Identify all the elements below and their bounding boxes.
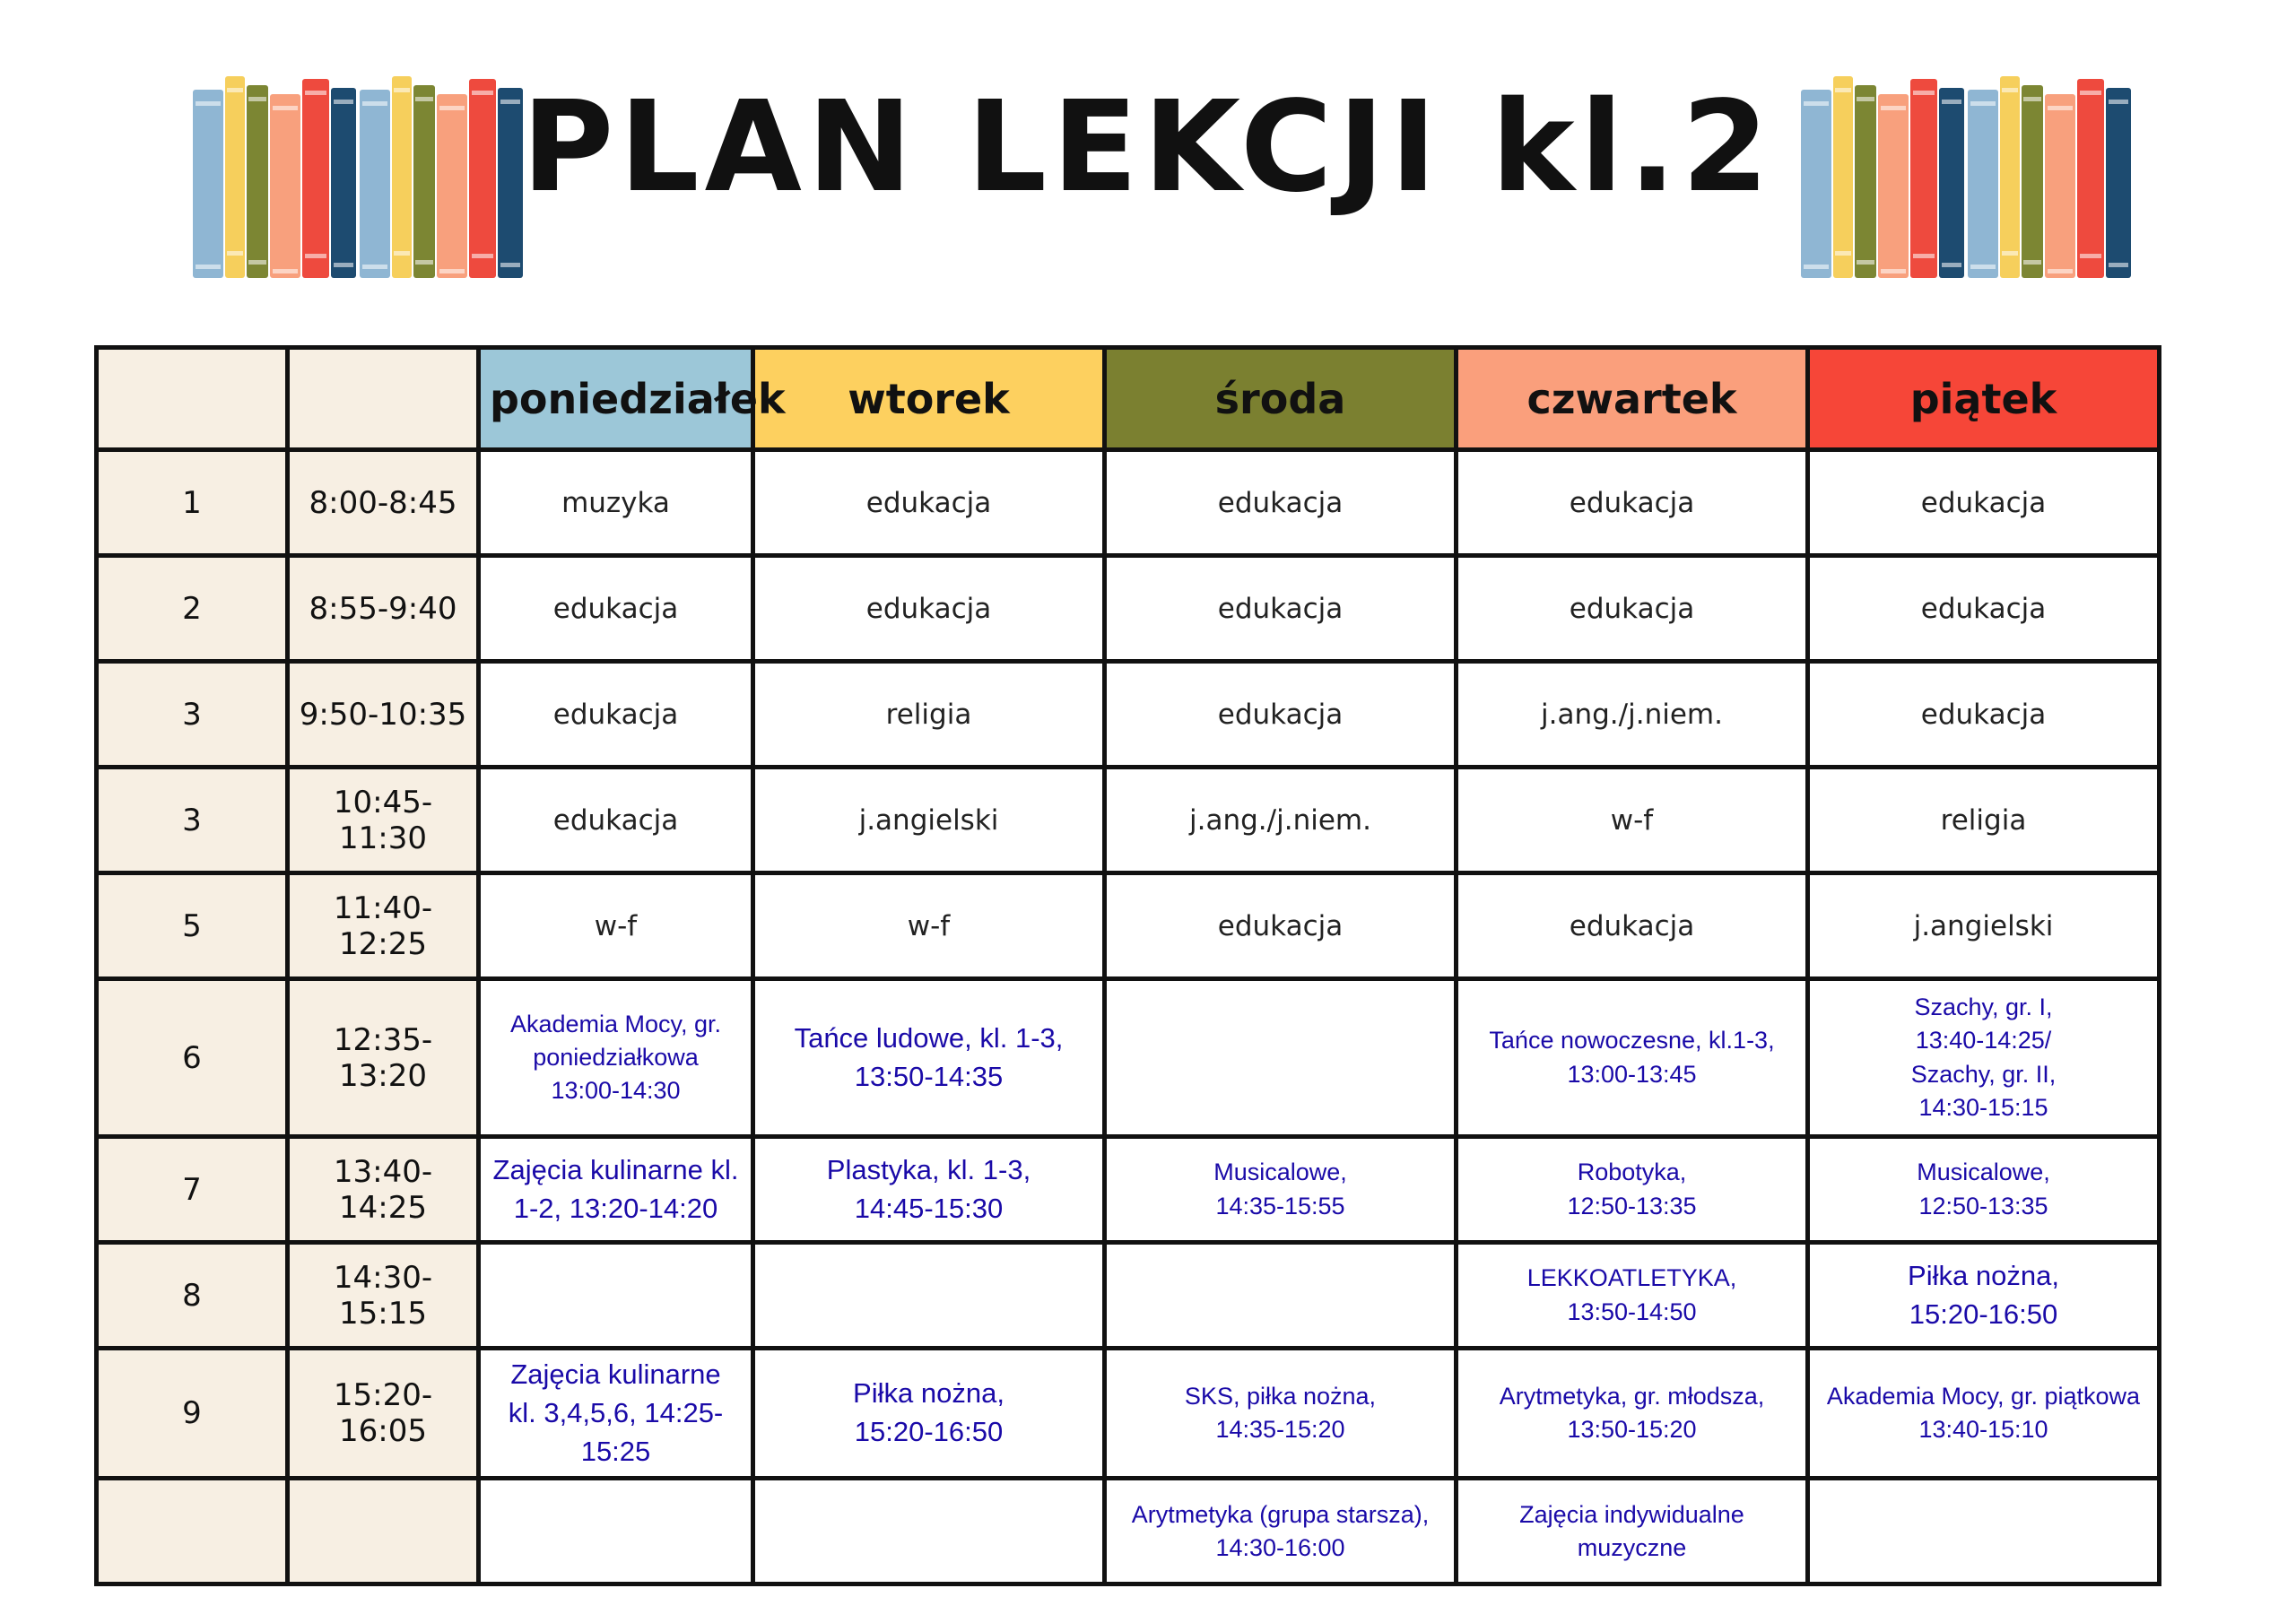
activity-line: 15:20-16:50 bbox=[1909, 1298, 2058, 1330]
activity-line: Musicalowe, bbox=[1213, 1159, 1347, 1186]
activity-line: Zajęcia kulinarne kl. bbox=[492, 1153, 739, 1185]
lesson-cell bbox=[753, 1137, 1105, 1243]
table-row bbox=[97, 1243, 2160, 1349]
day-label: poniedziałek bbox=[490, 374, 786, 423]
day-header-czwartek bbox=[1457, 348, 1808, 450]
lesson-cell bbox=[753, 1243, 1105, 1349]
lesson-cell: edukacja bbox=[1105, 556, 1457, 662]
activity-line: Arytmetyka, gr. młodsza, bbox=[1499, 1382, 1765, 1410]
day-label: środa bbox=[1214, 374, 1346, 423]
day-label: czwartek bbox=[1526, 374, 1737, 423]
lesson-cell bbox=[1105, 1479, 1457, 1584]
lesson-cell: edukacja bbox=[1105, 450, 1457, 556]
activity-line: poniedziałkowa bbox=[533, 1043, 699, 1071]
activity-line: 12:50-13:35 bbox=[1918, 1192, 2048, 1219]
lesson-cell: j.ang./j.niem. bbox=[1457, 662, 1808, 768]
activity-line: 14:30-16:00 bbox=[1215, 1533, 1345, 1561]
lesson-cell bbox=[1808, 979, 2160, 1137]
table-row bbox=[97, 1137, 2160, 1243]
lesson-cell bbox=[1457, 1137, 1808, 1243]
lesson-cell bbox=[1105, 979, 1457, 1137]
day-header-sroda bbox=[1105, 348, 1457, 450]
header-blank-time bbox=[288, 348, 479, 450]
lesson-cell bbox=[753, 1349, 1105, 1479]
lesson-number: 5 bbox=[97, 873, 288, 979]
activity-line: Piłka nożna, bbox=[853, 1377, 1004, 1410]
lesson-number: 9 bbox=[97, 1349, 288, 1479]
header-blank-number bbox=[97, 348, 288, 450]
lesson-cell: w-f bbox=[1457, 768, 1808, 873]
lesson-cell: religia bbox=[1808, 768, 2160, 873]
activity-line: 1-2, 13:20-14:20 bbox=[513, 1192, 718, 1224]
day-header-piatek bbox=[1808, 348, 2160, 450]
lesson-number: 7 bbox=[97, 1137, 288, 1243]
activity-line: 13:50-14:50 bbox=[1567, 1298, 1697, 1325]
lesson-cell: muzyka bbox=[479, 450, 753, 556]
lesson-cell: edukacja bbox=[1808, 556, 2160, 662]
table-row bbox=[97, 450, 2160, 556]
lesson-cell bbox=[1808, 1349, 2160, 1479]
activity-line: Piłka nożna, bbox=[1908, 1259, 2059, 1291]
lesson-time: 8:00-8:45 bbox=[288, 450, 479, 556]
lesson-cell bbox=[1457, 1479, 1808, 1584]
activity-line: 14:45-15:30 bbox=[854, 1192, 1004, 1224]
lesson-cell bbox=[1457, 1349, 1808, 1479]
timetable bbox=[94, 345, 2161, 1586]
lesson-time: 12:35-13:20 bbox=[288, 979, 479, 1137]
activity-line: Tańce ludowe, kl. 1-3, bbox=[794, 1021, 1064, 1054]
lesson-cell: edukacja bbox=[479, 556, 753, 662]
activity-line: 13:50-14:35 bbox=[854, 1060, 1004, 1092]
activity-line: Akademia Mocy, gr. bbox=[509, 1010, 722, 1037]
lesson-time: 13:40-14:25 bbox=[288, 1137, 479, 1243]
day-label: wtorek bbox=[848, 374, 1010, 423]
lesson-number bbox=[97, 1479, 288, 1584]
lesson-number: 1 bbox=[97, 450, 288, 556]
lesson-time: 15:20-16:05 bbox=[288, 1349, 479, 1479]
lesson-cell: religia bbox=[753, 662, 1105, 768]
activity-line: kl. 3,4,5,6, 14:25-15:25 bbox=[508, 1396, 724, 1467]
activity-line: muzyczne bbox=[1577, 1533, 1687, 1561]
table-row bbox=[97, 979, 2160, 1137]
table-row bbox=[97, 1479, 2160, 1584]
activity-line: 13:40-14:25/ bbox=[1915, 1027, 2052, 1055]
lesson-cell: j.ang./j.niem. bbox=[1105, 768, 1457, 873]
lesson-number: 3 bbox=[97, 662, 288, 768]
day-label: piątek bbox=[1909, 374, 2057, 423]
table-row bbox=[97, 556, 2160, 662]
lesson-cell bbox=[1808, 1243, 2160, 1349]
lesson-cell bbox=[1105, 1349, 1457, 1479]
lesson-cell: edukacja bbox=[1808, 662, 2160, 768]
activity-line: 12:50-13:35 bbox=[1567, 1192, 1697, 1219]
activity-line: 14:35-15:55 bbox=[1215, 1192, 1345, 1219]
lesson-cell: edukacja bbox=[1457, 450, 1808, 556]
lesson-cell: edukacja bbox=[1808, 450, 2160, 556]
lesson-cell: j.angielski bbox=[1808, 873, 2160, 979]
table-row bbox=[97, 1349, 2160, 1479]
header-row bbox=[97, 348, 2160, 450]
lesson-time: 14:30-15:15 bbox=[288, 1243, 479, 1349]
lesson-cell: edukacja bbox=[1105, 873, 1457, 979]
lesson-cell bbox=[479, 1479, 753, 1584]
lesson-cell bbox=[1457, 979, 1808, 1137]
lesson-cell bbox=[1808, 1137, 2160, 1243]
lesson-cell bbox=[1808, 1479, 2160, 1584]
lesson-cell: edukacja bbox=[479, 768, 753, 873]
lesson-cell: edukacja bbox=[1457, 873, 1808, 979]
lesson-cell: edukacja bbox=[1457, 556, 1808, 662]
activity-line: 15:20-16:50 bbox=[854, 1416, 1004, 1448]
activity-line: Akademia Mocy, gr. piątkowa bbox=[1826, 1382, 2141, 1410]
activity-line: 14:30-15:15 bbox=[1918, 1093, 2048, 1121]
activity-line: Szachy, gr. II, bbox=[1910, 1060, 2057, 1088]
lesson-time bbox=[288, 1479, 479, 1584]
activity-line: LEKKOATLETYKA, bbox=[1526, 1264, 1737, 1292]
lesson-cell: edukacja bbox=[753, 556, 1105, 662]
table-row bbox=[97, 662, 2160, 768]
lesson-cell bbox=[479, 1349, 753, 1479]
lesson-time: 8:55-9:40 bbox=[288, 556, 479, 662]
activity-line: Robotyka, bbox=[1577, 1159, 1687, 1186]
table-row bbox=[97, 873, 2160, 979]
lesson-time: 11:40-12:25 bbox=[288, 873, 479, 979]
activity-line: 13:00-13:45 bbox=[1567, 1060, 1697, 1088]
activity-line: 13:00-14:30 bbox=[551, 1077, 681, 1105]
lesson-cell: w-f bbox=[753, 873, 1105, 979]
lesson-number: 2 bbox=[97, 556, 288, 662]
lesson-cell bbox=[753, 979, 1105, 1137]
activity-line: 13:50-15:20 bbox=[1567, 1416, 1697, 1444]
activity-line: Tańce nowoczesne, kl.1-3, bbox=[1489, 1027, 1775, 1055]
activity-line: SKS, piłka nożna, bbox=[1184, 1382, 1377, 1410]
lesson-cell bbox=[479, 979, 753, 1137]
lesson-time: 10:45-11:30 bbox=[288, 768, 479, 873]
lesson-cell bbox=[1105, 1243, 1457, 1349]
timetable-body bbox=[97, 450, 2160, 1584]
activity-line: 14:35-15:20 bbox=[1215, 1416, 1345, 1444]
day-header-wtorek bbox=[753, 348, 1105, 450]
activity-line: Plastyka, kl. 1-3, bbox=[826, 1153, 1031, 1185]
lesson-cell: edukacja bbox=[479, 662, 753, 768]
lesson-cell bbox=[1105, 1137, 1457, 1243]
lesson-cell bbox=[1457, 1243, 1808, 1349]
page-title: PLAN LEKCJI kl.2 bbox=[521, 74, 1775, 221]
activity-line: 13:40-15:10 bbox=[1918, 1416, 2048, 1444]
activity-line: Zajęcia indywidualne bbox=[1519, 1500, 1744, 1528]
table-row bbox=[97, 768, 2160, 873]
lesson-number: 8 bbox=[97, 1243, 288, 1349]
activity-line: Musicalowe, bbox=[1917, 1159, 2050, 1186]
lesson-cell: w-f bbox=[479, 873, 753, 979]
lesson-cell: edukacja bbox=[1105, 662, 1457, 768]
lesson-number: 3 bbox=[97, 768, 288, 873]
lesson-cell bbox=[479, 1137, 753, 1243]
activity-line: Zajęcia kulinarne bbox=[510, 1358, 721, 1390]
lesson-number: 6 bbox=[97, 979, 288, 1137]
lesson-cell bbox=[479, 1243, 753, 1349]
lesson-cell bbox=[753, 1479, 1105, 1584]
lesson-cell: j.angielski bbox=[753, 768, 1105, 873]
lesson-cell: edukacja bbox=[753, 450, 1105, 556]
day-header-poniedzialek bbox=[479, 348, 786, 450]
lesson-time: 9:50-10:35 bbox=[288, 662, 479, 768]
activity-line: Szachy, gr. I, bbox=[1914, 994, 2053, 1020]
activity-line: Arytmetyka (grupa starsza), bbox=[1131, 1500, 1430, 1528]
